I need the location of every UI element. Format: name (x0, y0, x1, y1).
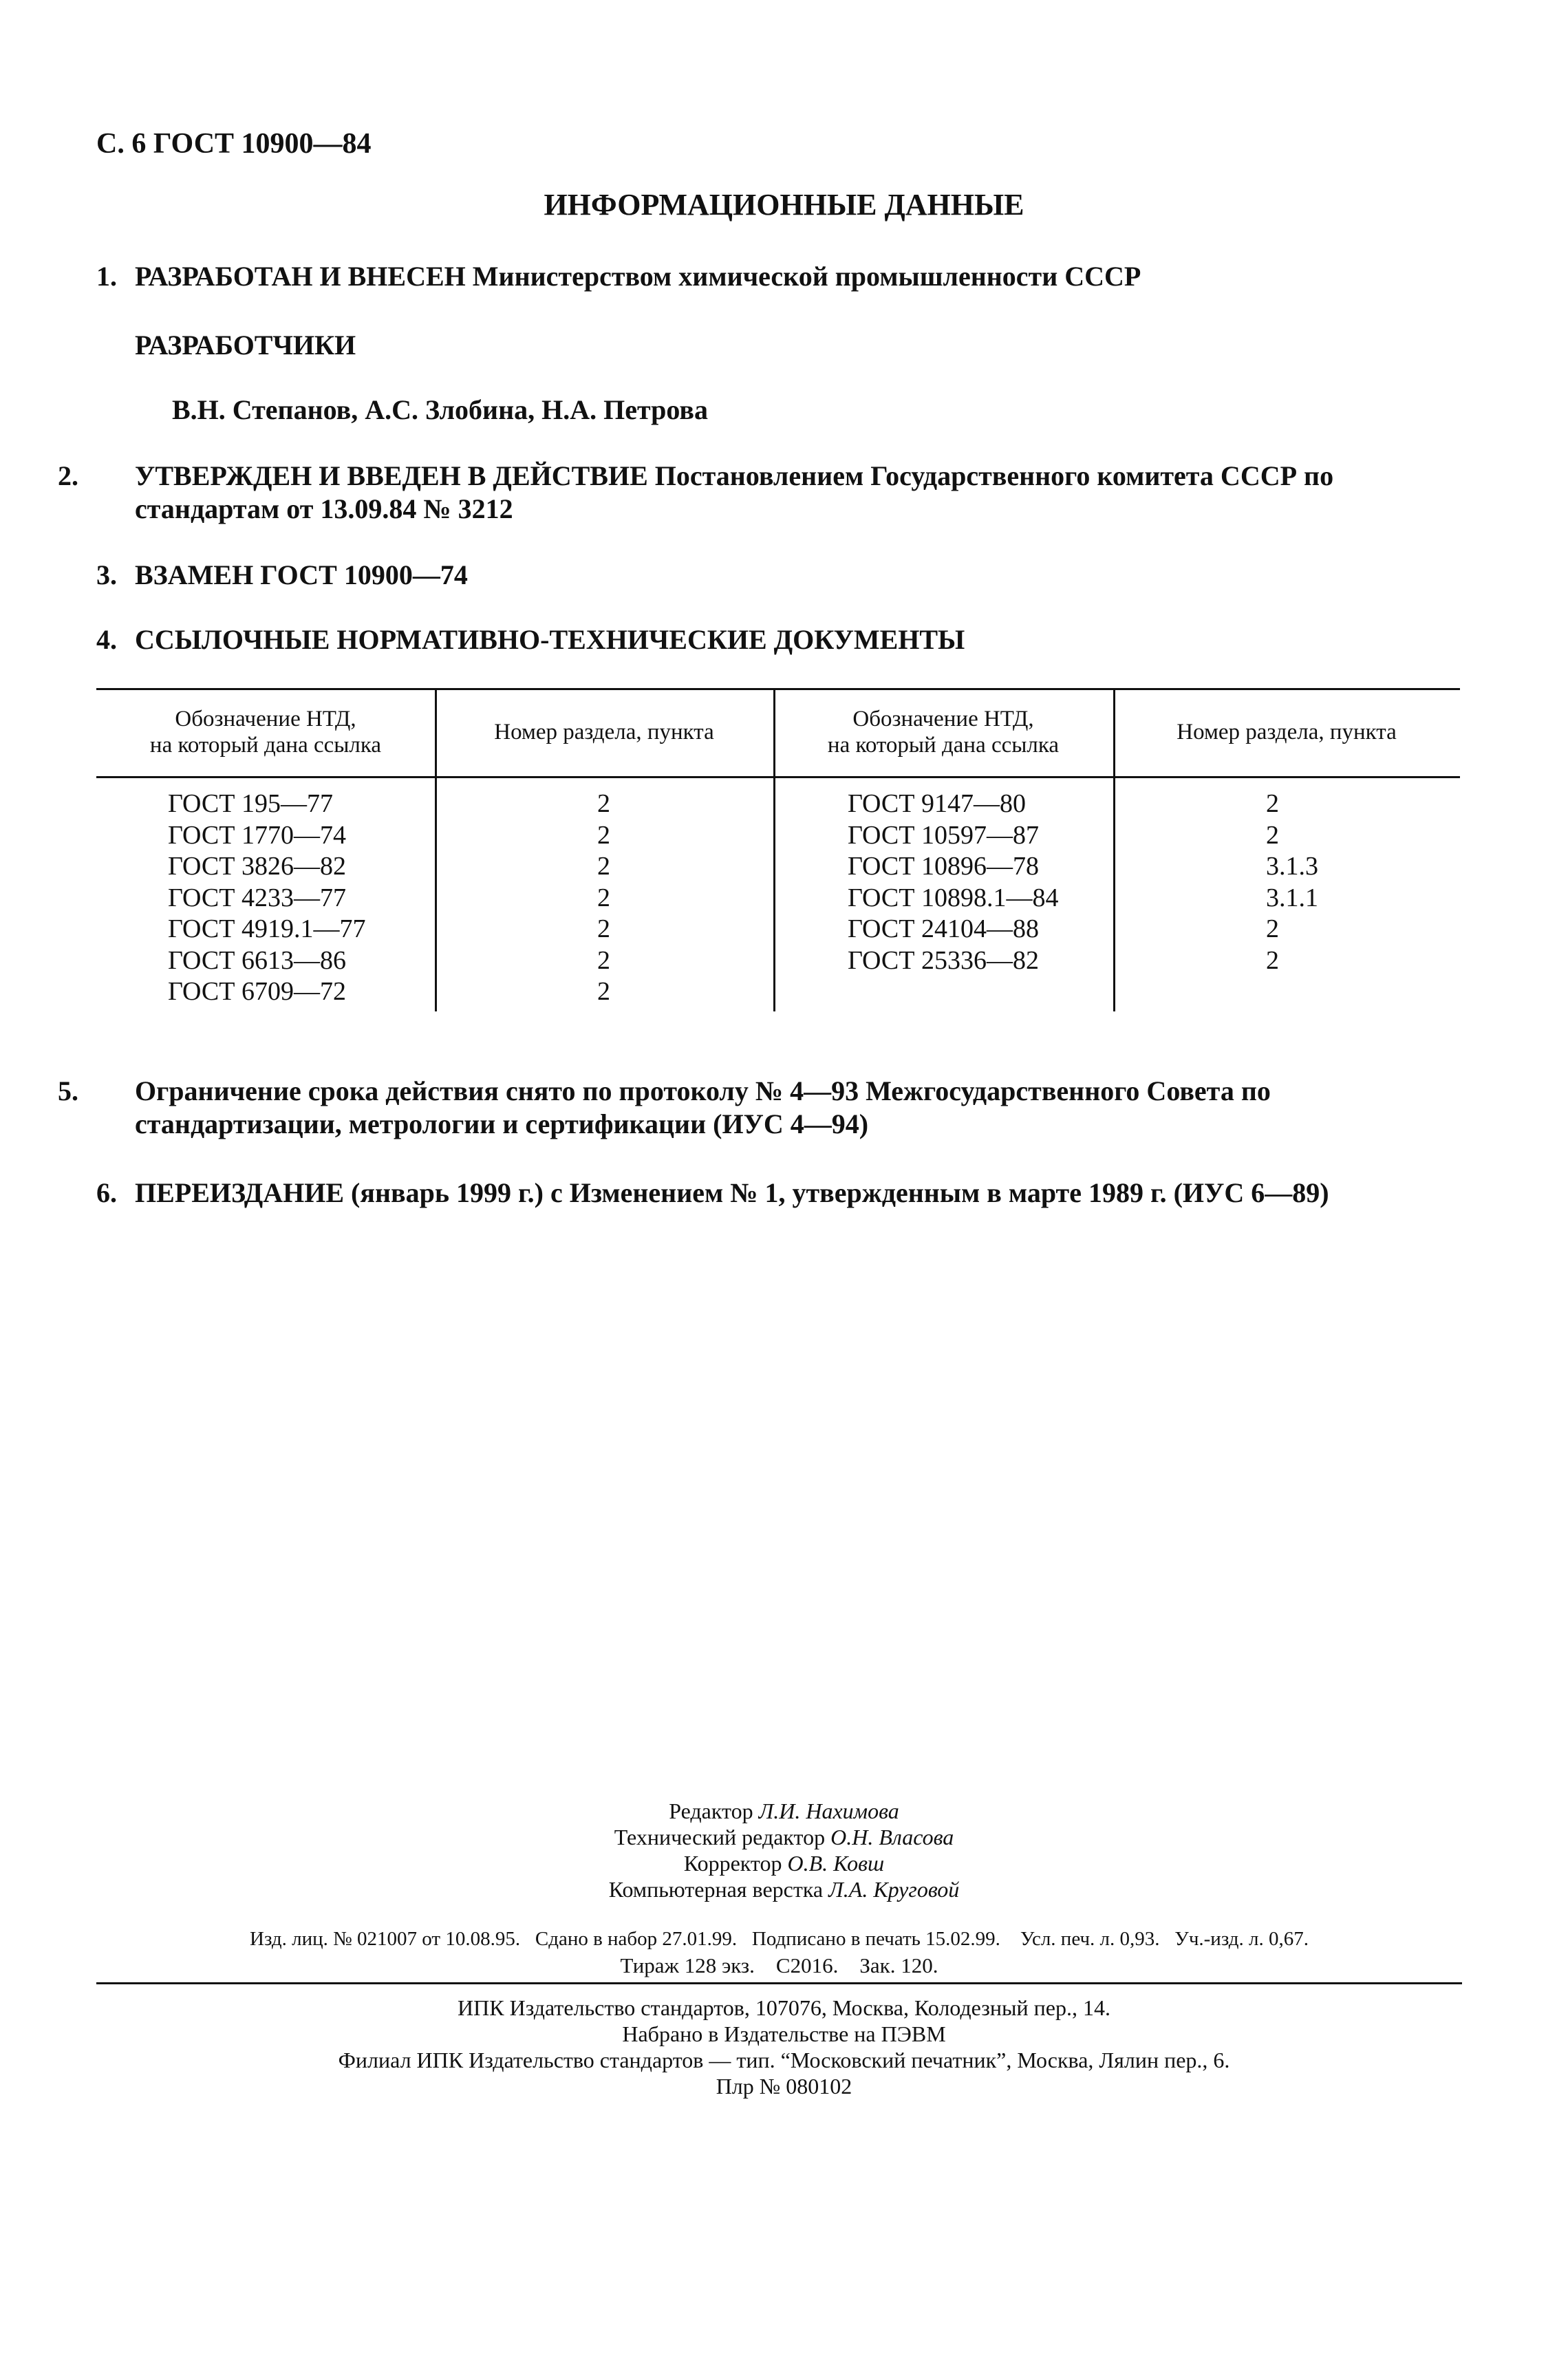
imprint-divider (96, 1982, 1462, 1984)
header-doc-line2: на который дана ссылка (149, 733, 382, 758)
header-doc-line1: Обозначение НТД, (175, 707, 356, 731)
publisher-line-2: Набрано в Издательстве на ПЭВМ (622, 2021, 946, 2046)
credit-layout (0, 1877, 1568, 1902)
item-lead: РАЗРАБОТАН И ВНЕСЕН (135, 261, 466, 292)
credit-label: Корректор (683, 1851, 782, 1876)
table-cell-doc: ГОСТ 6709—72 (168, 977, 346, 1006)
publisher-line-1: ИПК Издательство стандартов, 107076, Москва, Колодезный пер., 14. (458, 1995, 1110, 2020)
item-number: 2. (58, 460, 78, 491)
table-cell-doc: ГОСТ 25336—82 (848, 945, 1039, 975)
header-doc-left (96, 688, 435, 776)
item-text: Министерством химической промышленности СССР (472, 261, 1141, 292)
item-lead: ССЫЛОЧНЫЕ НОРМАТИВНО-ТЕХНИЧЕСКИЕ ДОКУМЕНТЫ (135, 624, 965, 655)
table-cell-doc: ГОСТ 4919.1—77 (168, 914, 366, 943)
header-section-left: Номер раздела, пункта (494, 720, 714, 744)
item-approved (58, 460, 1465, 526)
credit-editor (0, 1799, 1568, 1824)
table-cell-doc: ГОСТ 4233—77 (168, 883, 346, 912)
left-sections-column (597, 788, 610, 1008)
credit-name: О.Н. Власова (830, 1825, 954, 1849)
table-cell-doc: ГОСТ 3826—82 (168, 852, 346, 881)
right-docs-column (848, 788, 1059, 976)
page-title: ИНФОРМАЦИОННЫЕ ДАННЫЕ (544, 188, 1024, 222)
table-cell-section: 2 (597, 945, 610, 975)
table-cell-doc: ГОСТ 9147—80 (848, 789, 1026, 818)
item-lead: УТВЕРЖДЕН И ВВЕДЕН В ДЕЙСТВИЕ (135, 460, 648, 491)
table-cell-doc: ГОСТ 1770—74 (168, 820, 346, 850)
table-cell-section: 2 (1266, 820, 1279, 850)
table-cell-section: 2 (597, 914, 610, 943)
item-replaces (96, 559, 1465, 592)
references-table (96, 688, 1460, 1011)
table-cell-doc: ГОСТ 10896—78 (848, 852, 1039, 881)
table-cell-section: 2 (1266, 914, 1279, 943)
publisher-line-4: Плр № 080102 (716, 2074, 852, 2099)
credit-name: Л.И. Нахимова (758, 1799, 899, 1823)
credit-label: Компьютерная верстка (608, 1877, 824, 1902)
table-cell-section: 2 (1266, 945, 1279, 975)
publication-line-2: Тираж 128 экз. С2016. Зак. 120. (620, 1953, 938, 1977)
item-number: 6. (96, 1177, 117, 1208)
credit-tech-editor (0, 1825, 1568, 1850)
item-number: 1. (96, 261, 117, 292)
header-section-right: Номер раздела, пункта (1177, 720, 1397, 744)
item-number: 3. (96, 559, 117, 590)
right-sections-column (1266, 788, 1318, 976)
table-cell-doc: ГОСТ 6613—86 (168, 945, 346, 975)
item-validity (58, 1075, 1465, 1141)
item-references (96, 623, 1465, 656)
header-doc-right (773, 688, 1113, 776)
page-header: С. 6 ГОСТ 10900—84 (96, 128, 372, 160)
header-doc-line2: на который дана ссылка (827, 733, 1060, 758)
table-cell-section: 3.1.3 (1266, 852, 1318, 881)
table-cell-section: 2 (597, 820, 610, 850)
item-text: Постановлением Государственного комитета СССР по стандартам от 13.09.84 № 3212 (135, 460, 1334, 524)
table-cell-section: 2 (597, 883, 610, 912)
table-header-rule (96, 776, 1460, 778)
item-number: 4. (96, 624, 117, 655)
item-text: Ограничение срока действия снято по протоколу № 4—93 Межгосударственного Совета по стандартизации, метрологии и сертификации (ИУС 4—94) (135, 1075, 1271, 1139)
table-cell-section: 2 (597, 852, 610, 881)
item-lead: ВЗАМЕН ГОСТ 10900—74 (135, 559, 468, 590)
item-reissue (96, 1177, 1465, 1210)
credit-label: Редактор (669, 1799, 753, 1823)
item-number: 5. (58, 1075, 78, 1106)
developers-label: РАЗРАБОТЧИКИ (135, 330, 356, 361)
publisher-line-3: Филиал ИПК Издательство стандартов — тип. “Московский печатник”, Москва, Лялин пер., 6. (338, 2048, 1230, 2072)
table-cell-doc: ГОСТ 195—77 (168, 789, 333, 818)
credit-name: О.В. Ковш (787, 1851, 885, 1876)
credit-corrector (0, 1851, 1568, 1876)
table-cell-section: 2 (597, 977, 610, 1006)
developers-names: В.Н. Степанов, А.С. Злобина, Н.А. Петрова (172, 394, 709, 425)
table-cell-section: 2 (1266, 789, 1279, 818)
left-docs-column (168, 788, 366, 1008)
credit-name: Л.А. Круговой (828, 1877, 960, 1902)
table-cell-doc: ГОСТ 10597—87 (848, 820, 1039, 850)
publication-line-1: Изд. лиц. № 021007 от 10.08.95. Сдано в набор 27.01.99. Подписано в печать 15.02.99. Усл. печ. л. 0,93. Уч.-изд. л. 0,67. (250, 1928, 1309, 1950)
table-cell-doc: ГОСТ 24104—88 (848, 914, 1039, 943)
credit-label: Технический редактор (614, 1825, 826, 1849)
table-cell-section: 3.1.1 (1266, 883, 1318, 912)
item-text: ПЕРЕИЗДАНИЕ (январь 1999 г.) с Изменением № 1, утвержденным в марте 1989 г. (ИУС 6—89) (135, 1177, 1329, 1208)
header-doc-line1: Обозначение НТД, (852, 707, 1034, 731)
item-developed-by (96, 260, 1465, 293)
table-cell-doc: ГОСТ 10898.1—84 (848, 883, 1059, 912)
table-cell-section: 2 (597, 789, 610, 818)
